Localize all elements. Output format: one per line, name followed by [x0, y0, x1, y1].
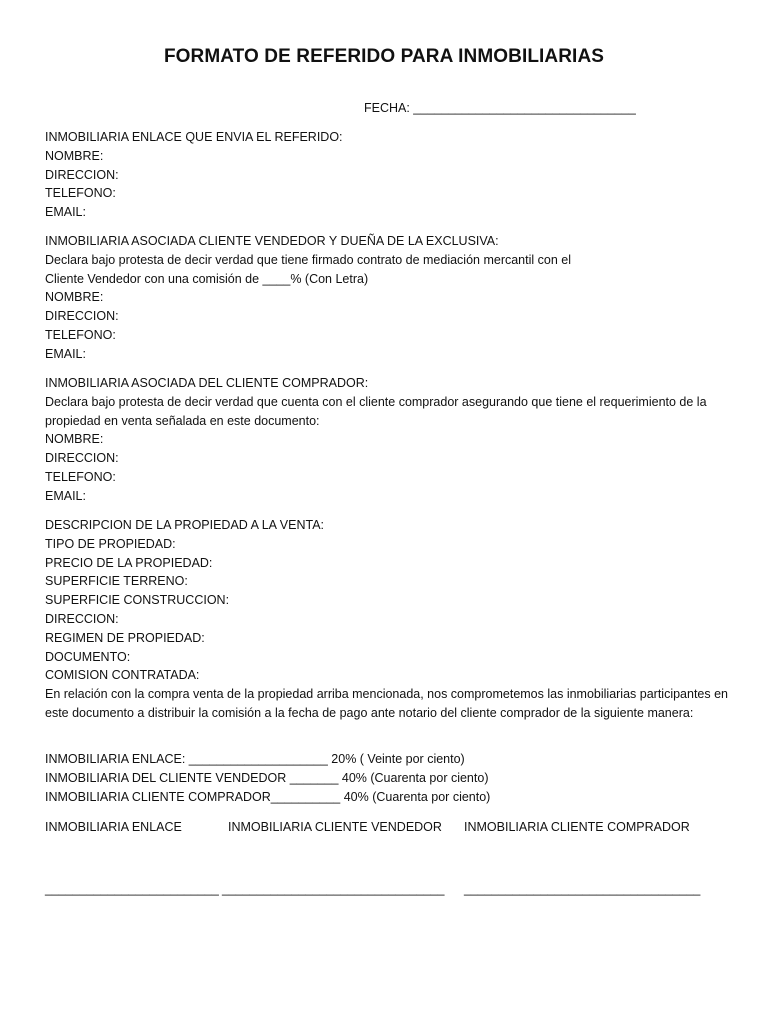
direccion-label: DIRECCION:	[45, 451, 119, 466]
declaration-text: Declara bajo protesta de decir verdad que cuenta con el cliente comprador asegurando que tiene el requerimiento de la propiedad en venta señalada en este documento:	[45, 394, 707, 428]
telefono-label: TELEFONO:	[45, 327, 116, 342]
commission-distribution	[45, 750, 735, 806]
nombre-label: NOMBRE:	[45, 148, 104, 163]
commitment-paragraph: En relación con la compra venta de la propiedad arriba mencionada, nos comprometemos las inmobiliarias participantes en este documento a distribuir la comisión a la fecha de pago ante notario del cliente comprador de la siguiente manera:	[45, 687, 729, 720]
distribution-enlace: INMOBILIARIA ENLACE: ____________________ 20% ( Veinte por ciento)	[45, 752, 465, 766]
tipo-propiedad-label: TIPO DE PROPIEDAD:	[45, 536, 176, 551]
documento-label: DOCUMENTO:	[45, 649, 131, 664]
email-label: EMAIL:	[45, 205, 86, 220]
section-heading: INMOBILIARIA ENLACE QUE ENVIA EL REFERIDO:	[45, 130, 343, 144]
section-heading: INMOBILIARIA ASOCIADA DEL CLIENTE COMPRADOR:	[45, 376, 369, 390]
nombre-label: NOMBRE:	[45, 432, 104, 447]
section-inmobiliaria-comprador	[45, 374, 735, 506]
distribution-vendedor: INMOBILIARIA DEL CLIENTE VENDEDOR _______ 40% (Cuarenta por ciento)	[45, 770, 489, 785]
signature-label-comprador: INMOBILIARIA CLIENTE COMPRADOR	[464, 820, 690, 834]
telefono-label: TELEFONO:	[45, 186, 116, 201]
signature-line-vendedor: ________________________________	[222, 882, 445, 896]
superficie-construccion-label: SUPERFICIE CONSTRUCCION:	[45, 593, 230, 608]
regimen-label: REGIMEN DE PROPIEDAD:	[45, 630, 205, 645]
section-inmobiliaria-enlace	[45, 128, 735, 222]
distribution-comprador: INMOBILIARIA CLIENTE COMPRADOR__________ 40% (Cuarenta por ciento)	[45, 789, 491, 804]
signature-label-vendedor: INMOBILIARIA CLIENTE VENDEDOR	[228, 820, 442, 834]
declaration-text: Declara bajo protesta de decir verdad que tiene firmado contrato de mediación mercantil con el Cliente Vendedor con una comisión de ____% (Con Letra)	[45, 252, 571, 286]
precio-label: PRECIO DE LA PROPIEDAD:	[45, 555, 213, 570]
nombre-label: NOMBRE:	[45, 290, 104, 305]
superficie-terreno-label: SUPERFICIE TERRENO:	[45, 574, 188, 589]
signature-line-comprador: __________________________________	[464, 882, 701, 896]
telefono-label: TELEFONO:	[45, 469, 116, 484]
section-heading: DESCRIPCION DE LA PROPIEDAD A LA VENTA:	[45, 518, 325, 532]
direccion-label: DIRECCION:	[45, 309, 119, 324]
direccion-label: DIRECCION:	[45, 167, 119, 182]
fecha-field: FECHA: ________________________________	[364, 101, 636, 115]
email-label: EMAIL:	[45, 346, 86, 361]
email-label: EMAIL:	[45, 488, 86, 503]
document-title: FORMATO DE REFERIDO PARA INMOBILIARIAS	[163, 46, 605, 67]
signature-line-enlace: _________________________	[45, 882, 219, 896]
signature-label-enlace: INMOBILIARIA ENLACE	[45, 820, 182, 834]
direccion-label: DIRECCION:	[45, 611, 119, 626]
section-heading: INMOBILIARIA ASOCIADA CLIENTE VENDEDOR Y DUEÑA DE LA EXCLUSIVA:	[45, 234, 499, 248]
comision-label: COMISION CONTRATADA:	[45, 668, 200, 683]
section-descripcion-propiedad	[45, 516, 735, 723]
section-inmobiliaria-vendedor	[45, 232, 735, 364]
